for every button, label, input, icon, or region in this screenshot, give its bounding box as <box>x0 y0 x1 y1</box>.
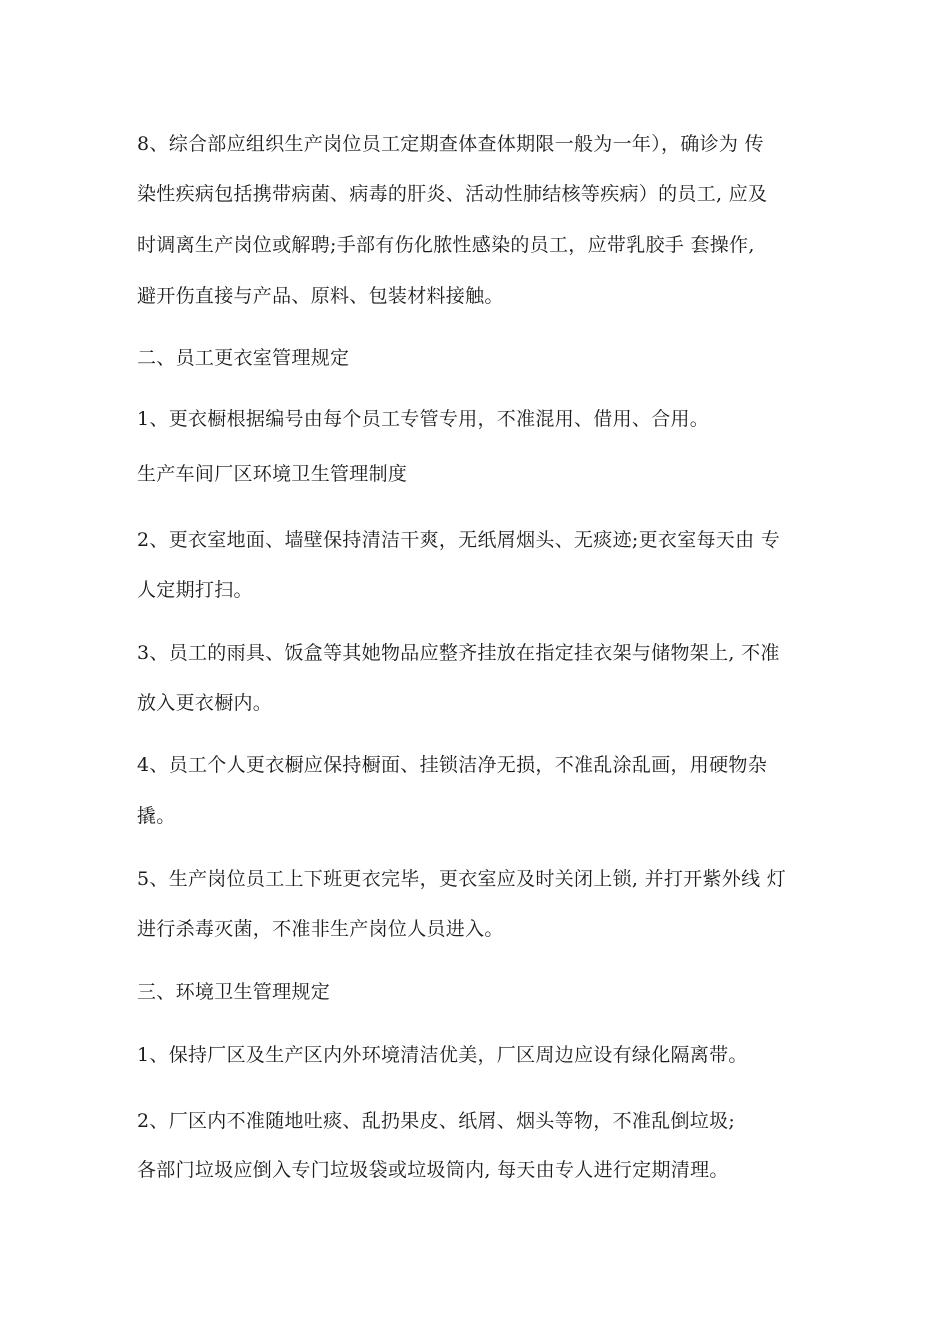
paragraph-8-line-4: 避开伤直接与产品、原料、包装材料接触。 <box>137 285 504 307</box>
section-2-item-1: 1、更衣橱根据编号由每个员工专管专用，不准混用、借用、合用。 <box>137 408 710 430</box>
section-2-item-2-line-2: 人定期打扫。 <box>137 579 253 601</box>
section-3-item-1: 1、保持厂区及生产区内外环境清洁优美，厂区周边应设有绿化隔离带。 <box>137 1044 748 1066</box>
section-2-item-4-line-1: 4、员工个人更衣橱应保持橱面、挂锁洁净无损，不准乱涂乱画，用硬物杂 <box>137 754 767 776</box>
section-2-item-5-line-1: 5、生产岗位员工上下班更衣完毕，更衣室应及时关闭上锁, 并打开紫外线 灯 <box>137 868 787 890</box>
document-title: 生产车间厂区环境卫生管理制度 <box>137 463 408 485</box>
section-2-item-5-line-2: 进行杀毒灭菌，不准非生产岗位人员进入。 <box>137 918 504 940</box>
section-3-item-2-line-1: 2、厂区内不准随地吐痰、乱扔果皮、纸屑、烟头等物，不准乱倒垃圾; <box>137 1110 736 1132</box>
paragraph-8-line-1: 8、综合部应组织生产岗位员工定期查体查体期限一般为一年），确诊为 传 <box>137 133 764 155</box>
section-2-item-4-line-2: 撬。 <box>137 805 176 827</box>
paragraph-8-line-2: 染性疾病包括携带病菌、病毒的肝炎、活动性肺结核等疾病）的员工, 应及 <box>137 183 768 205</box>
paragraph-8-line-3: 时调离生产岗位或解聘;手部有伤化脓性感染的员工，应带乳胶手 套操作, <box>137 234 755 256</box>
section-2-item-3-line-1: 3、员工的雨具、饭盒等其她物品应整齐挂放在指定挂衣架与储物架上, 不准 <box>137 642 780 664</box>
section-heading-3: 三、环境卫生管理规定 <box>137 981 331 1003</box>
section-3-item-2-line-2: 各部门垃圾应倒入专门垃圾袋或垃圾筒内, 每天由专人进行定期清理。 <box>137 1159 729 1181</box>
section-heading-2: 二、员工更衣室管理规定 <box>137 347 350 369</box>
section-2-item-2-line-1: 2、更衣室地面、墙壁保持清洁干爽，无纸屑烟头、无痰迹;更衣室每天由 专 <box>137 529 781 551</box>
section-2-item-3-line-2: 放入更衣橱内。 <box>137 692 273 714</box>
